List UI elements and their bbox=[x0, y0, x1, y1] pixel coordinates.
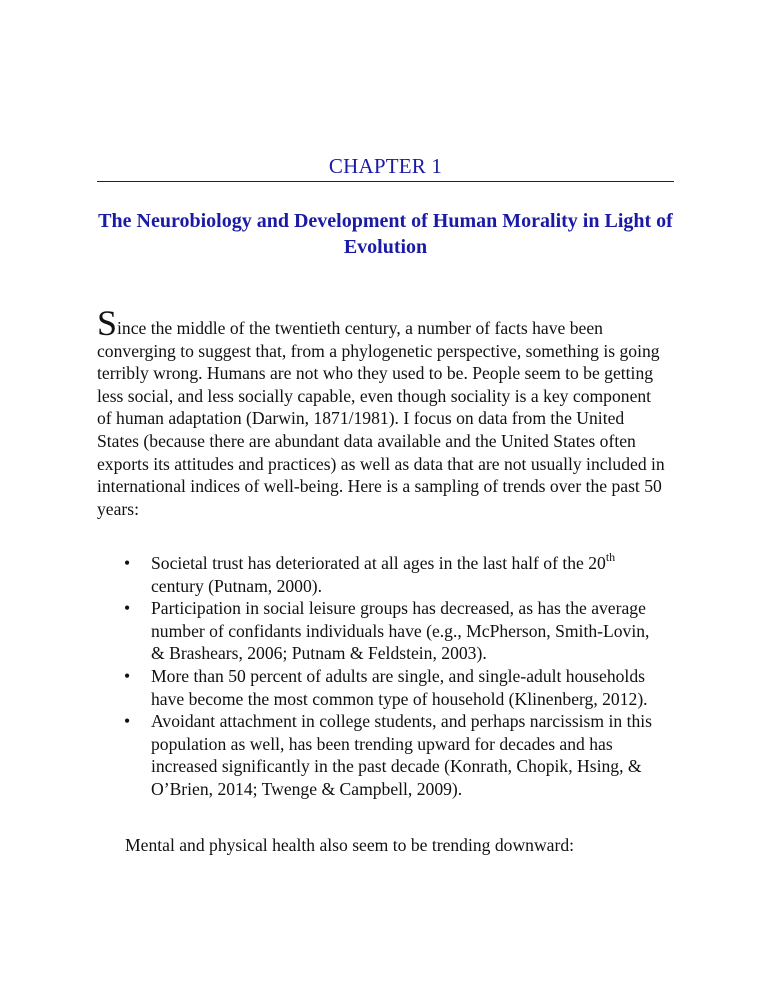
list-item-text: More than 50 percent of adults are single, and single-adult households have become the most common type of household (Klinenberg, 2012). bbox=[151, 665, 648, 709]
list-item-text: Participation in social leisure groups has decreased, as has the average number of confidants individuals have (e.g., McPherson, Smith-Lovin, & Brashears, 2006; Putnam & Feldstein, 2003). bbox=[151, 598, 650, 664]
list-item bbox=[97, 552, 667, 597]
list-item-text-continued: century (Putnam, 2000). bbox=[151, 575, 323, 596]
chapter-divider bbox=[97, 181, 674, 182]
list-item bbox=[97, 710, 667, 800]
list-item-text: Societal trust has deteriorated at all ages in the last half of the 20 bbox=[151, 553, 606, 573]
list-item bbox=[97, 665, 667, 710]
superscript: th bbox=[605, 550, 616, 564]
trend-list bbox=[97, 552, 667, 801]
intro-paragraph bbox=[97, 303, 667, 520]
chapter-label: CHAPTER 1 bbox=[328, 154, 443, 178]
bullet-icon: • bbox=[124, 665, 131, 686]
bullet-icon: • bbox=[124, 711, 131, 732]
list-item bbox=[97, 597, 667, 665]
list-item-text: Avoidant attachment in college students, and perhaps narcissism in this population as well, has been trending upward for decades and has increased significantly in the past decade (Konrath, Chopik, Hsing, & O’Brien, 2014; Twenge & Campbell, 2009). bbox=[151, 711, 652, 799]
bullet-icon: • bbox=[124, 553, 131, 573]
bullet-icon: • bbox=[124, 598, 131, 619]
chapter-title: The Neurobiology and Development of Human Morality in Light of Evolution bbox=[98, 210, 673, 258]
drop-cap: S bbox=[97, 303, 118, 343]
closing-paragraph: Mental and physical health also seem to be trending downward: bbox=[125, 835, 575, 855]
intro-text: ince the middle of the twentieth century, a number of facts have been converging to suggest that, from a phylogenetic perspective, something is going terribly wrong. Humans are not who they used to be. People seem to be getting less social, and less socially capable, even though sociality is a key component of human adaptation (Darwin, 1871/1981). I focus on data from the United States (because there are abundant data available and the United States often exports its attitudes and practices) as well as data that are not usually included in international indices of well-being. Here is a sampling of trends over the past 50 years: bbox=[97, 318, 665, 519]
